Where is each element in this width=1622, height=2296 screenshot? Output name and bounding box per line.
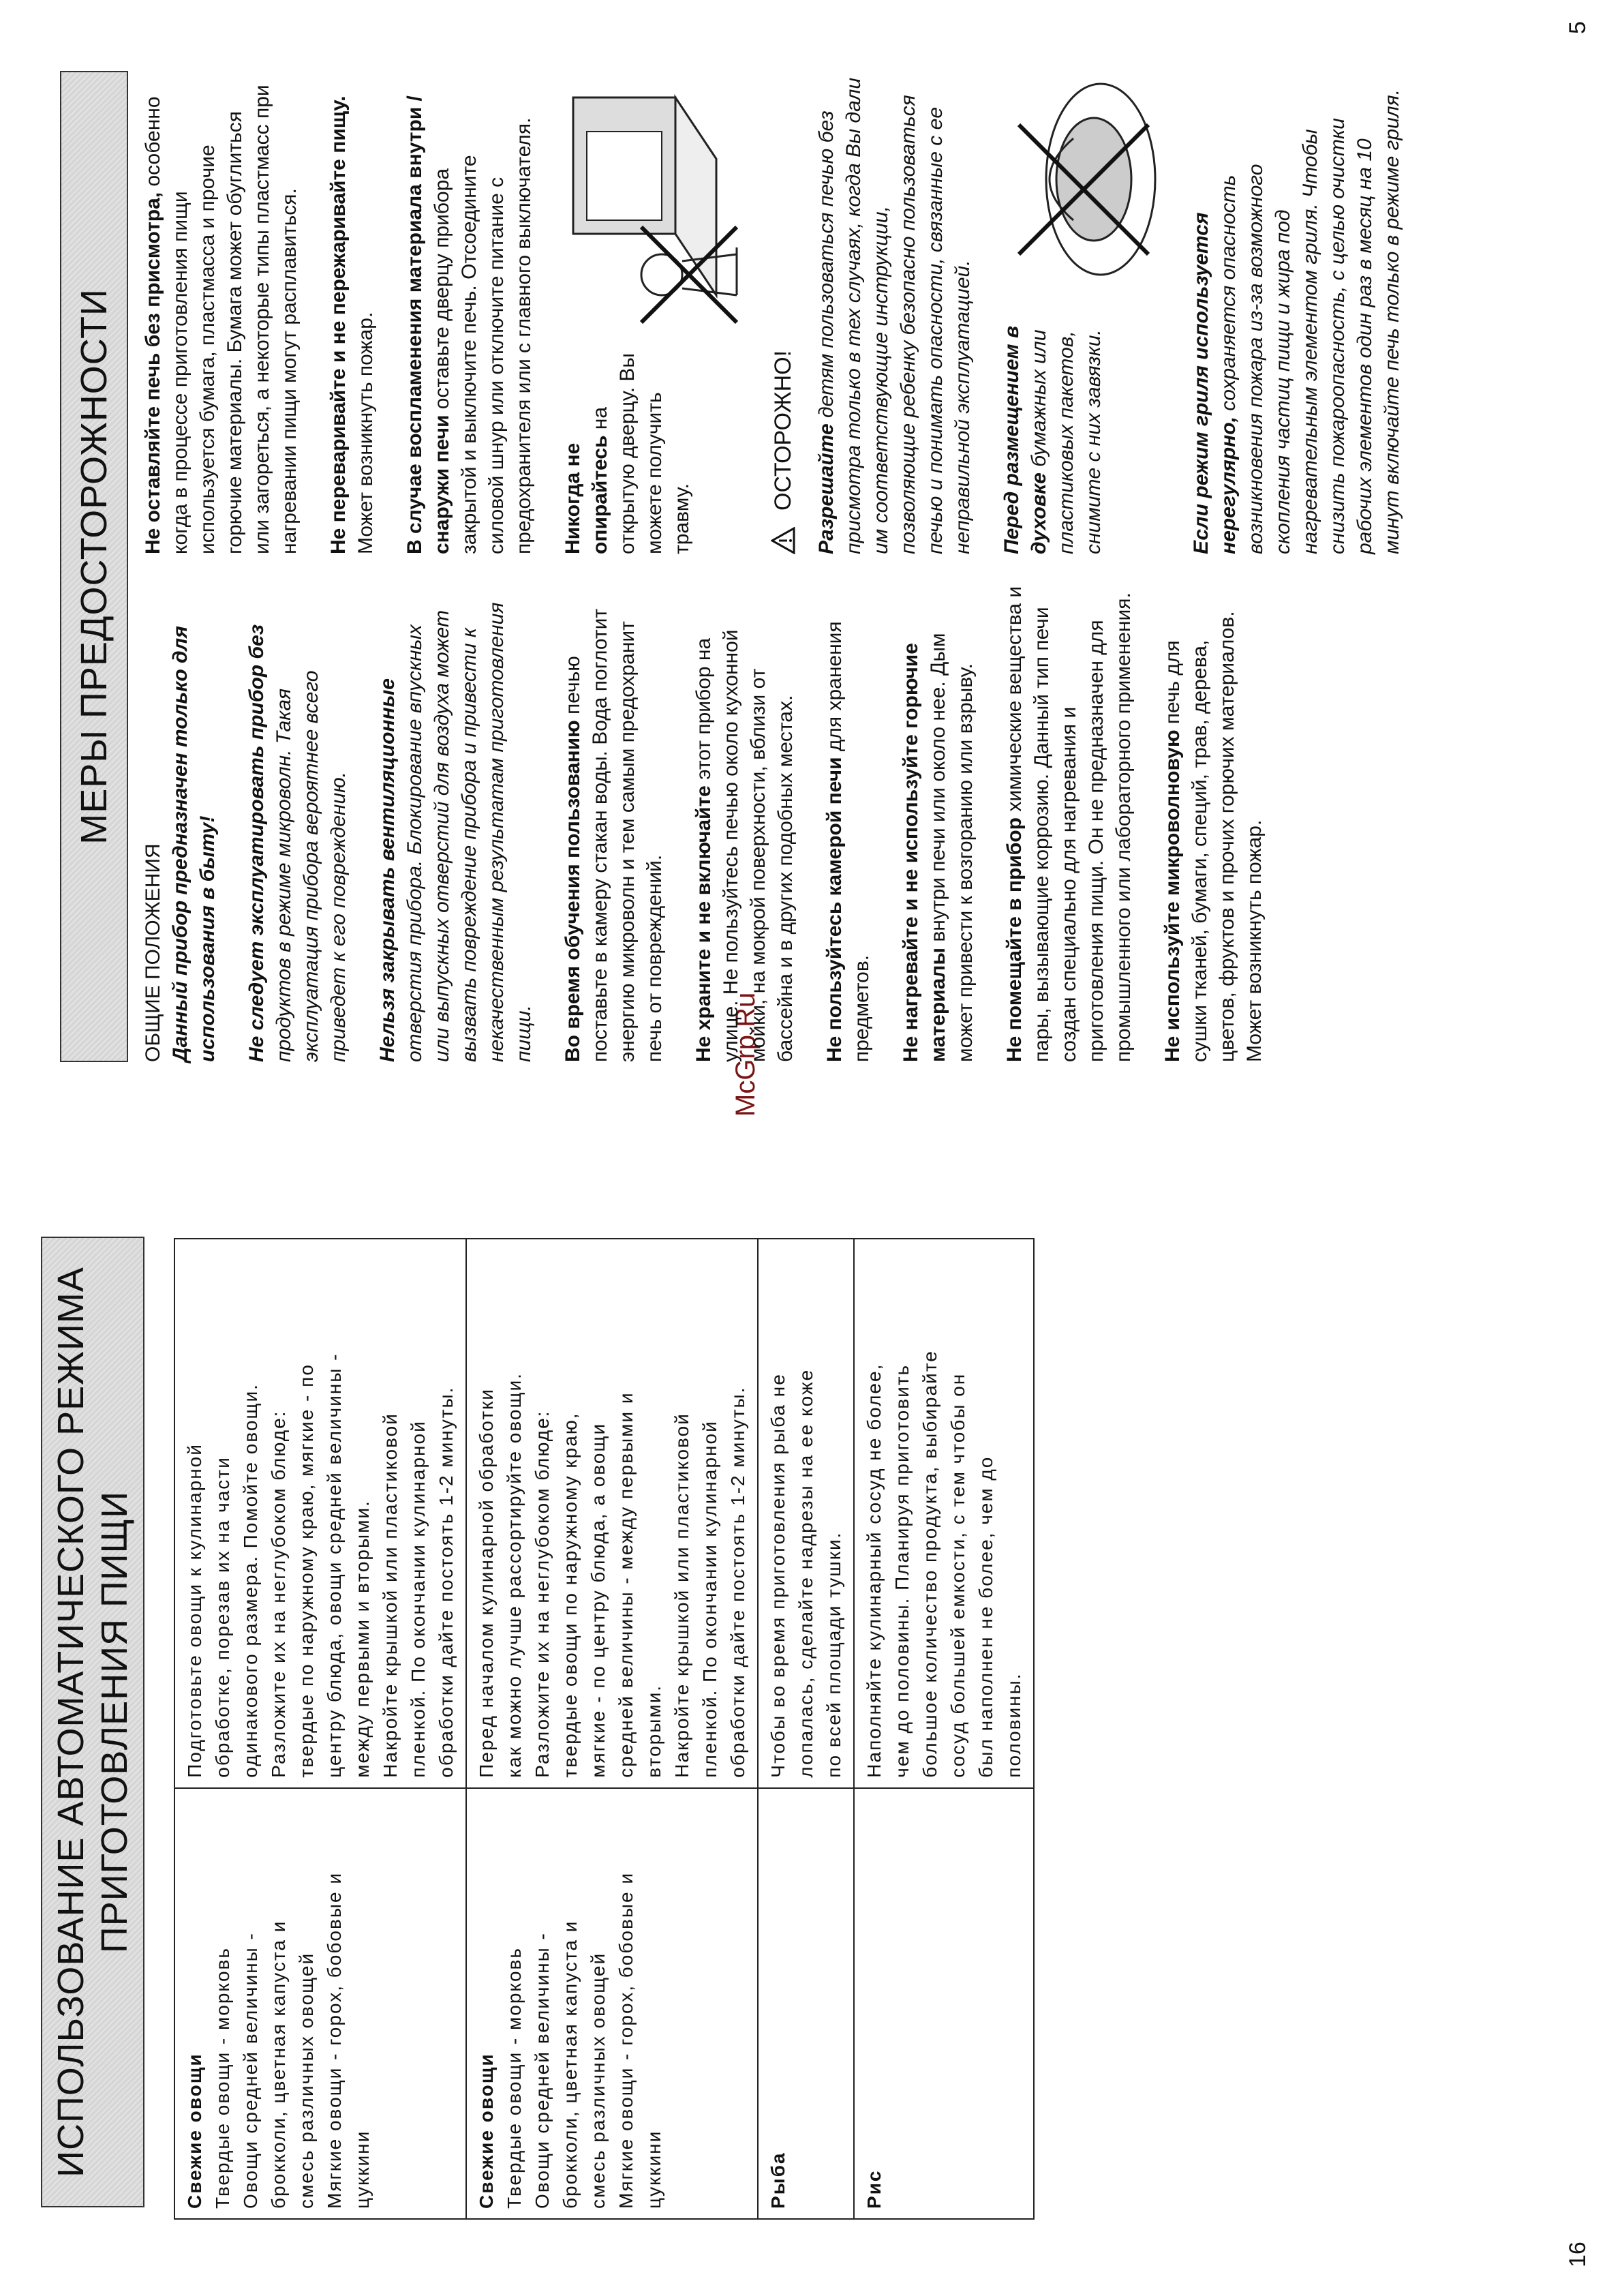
method-line: большое количество продукта, выбирайте [919, 1350, 940, 1778]
method-line: между первыми и вторыми. [352, 1500, 373, 1778]
food-line: Твердые овощи - морковь [212, 1946, 233, 2209]
overcook-text: Может возникнуть пожар. [354, 312, 377, 554]
food-line: Овощи средней величины - [532, 1932, 553, 2209]
drying-title: Не используйте микроволновую [1161, 729, 1184, 1062]
page-number-right: 5 [1565, 21, 1591, 34]
method-line: как можно лучше рассортируйте овощи. [504, 1372, 525, 1778]
general-heading: ОБЩИЕ ПОЛОЖЕНИЯ [142, 843, 164, 1062]
food-title: Свежие овощи [476, 2053, 497, 2209]
children-title: Разрешайте [815, 423, 838, 554]
vents-text: отверстия прибора. Блокирование впускных или выпускных отверстий для воздуха может вызвать повреждение прибора и привести к некачественным результатам приготовления пищи. [403, 602, 535, 1062]
outdoor-text: этот прибор на улице. Не пользуйтесь печью около кухонной мойки, на мокрой поверхности, вблизи от бассейна и в других подобных местах. [692, 629, 797, 1062]
method-line: обработки дайте постоять 1-2 минуты. [727, 1386, 748, 1778]
training-title: Во время обучения пользованию [562, 720, 584, 1062]
storage-text: для хранения предметов. [823, 621, 873, 1062]
method-line: обработки дайте постоять 1-2 минуты. [435, 1386, 457, 1778]
flammable-text: внутри печи или около нее. Дым может привести к возгоранию или взрыву. [927, 633, 977, 1062]
precautions-title: МЕРЫ ПРЕДОСТОРОЖНОСТИ [74, 288, 114, 845]
page-number-left: 16 [1565, 2241, 1591, 2267]
precautions-title-band [60, 71, 128, 1062]
method-line: твердые овощи по наружному краю, [560, 1412, 581, 1778]
method-line: Накройте крышкой или пластиковой [380, 1413, 401, 1778]
method-line: Разложите их на неглубоком блюде: [268, 1410, 289, 1778]
watermark: McGrp.Ru [731, 992, 761, 1117]
method-cell [466, 1239, 758, 1788]
caution-triangle-icon [771, 527, 795, 554]
lean-text: на открытую дверцу. Вы можете получить травму. [589, 353, 693, 554]
method-line: одинакового размера. Помойте овощи. [240, 1383, 261, 1778]
drying-text: печь для сушки тканей, бумаги, специй, трав, дерева, цветов, фруктов и прочих горючих материалов. Может возникнуть пожар. [1161, 611, 1266, 1062]
method-line: Чтобы во время приготовления рыба не [767, 1373, 789, 1778]
method-line: пленкой. По окончании кулинарной [699, 1420, 720, 1778]
food-line: брокколи, цветная капуста и [268, 1920, 289, 2209]
auto-cook-table [174, 1238, 1035, 2220]
unattended-text: особенно когда в процессе приготовления пищи используется бумага, пластмасса и прочие горючие материалы. Бумага может обуглиться или загореться, а некоторые типы пластмасс при нагревании пищи могут расплавиться. [142, 85, 301, 554]
household-use-note: Данный прибор предназначен только для использования в быту! [169, 626, 219, 1062]
method-cell [174, 1239, 466, 1788]
food-cell [758, 1788, 854, 2219]
method-line: вторыми. [643, 1684, 664, 1778]
method-line: был наполнен не более, чем до [975, 1455, 996, 1778]
fire-title: В случае воспламенения материала внутри / снаружи печи [403, 95, 453, 554]
food-cell [174, 1788, 466, 2219]
training-text: печью поставьте в камеру стакан воды. Вода поглотит энергию микроволн и тем самым предохранит печь от повреждений. [562, 608, 666, 1062]
outdoor-title: Не храните и не включайте [692, 785, 715, 1062]
method-line: по всей площади тушки. [823, 1531, 844, 1778]
food-line: брокколи, цветная капуста и [560, 1920, 581, 2209]
vents-title: Нельзя закрывать вентиляционные [376, 678, 399, 1062]
bags-text: бумажных или пластиковых пакетов, снимите с них завязки. [1028, 329, 1105, 554]
food-cell [466, 1788, 758, 2219]
method-line: Разложите их на неглубоком блюде: [532, 1410, 553, 1778]
precautions-column-2 [140, 77, 1428, 554]
method-line: мягкие - по центру блюда, а овощи [587, 1422, 609, 1778]
food-line: Овощи средней величины - [240, 1932, 261, 2209]
method-line: обработке, порезав их на части [212, 1456, 233, 1778]
method-line: Наполняйте кулинарный сосуд не более, [863, 1363, 885, 1778]
method-cell [854, 1239, 1034, 1788]
method-line: средней величины - между первыми и [615, 1391, 637, 1778]
method-line: лопалась, сделайте надрезы на ее коже [795, 1368, 816, 1778]
chicken-on-dish-icon [998, 77, 1169, 295]
table-row [174, 1239, 466, 2219]
bags-title: Перед размещением в духовке [1000, 325, 1050, 554]
grill-text: сохраняется опасность возникновения пожара из-за возможного скопления частиц пищи и жира под нагревательным элементом гриля. Чтобы снизить пожароопасность, с целью очистки рабочих элементов один раз в месяц на 10 минут включайте печь только в режиме гриля. [1217, 89, 1403, 554]
oven-door-warning-icon [560, 84, 750, 336]
table-row [758, 1239, 854, 2219]
food-cell [854, 1788, 1034, 2219]
precautions-column-1 [140, 585, 1290, 1062]
grill-title: Если режим гриля используется нерегулярно, [1190, 212, 1240, 554]
method-line: сосуд большей емкости, с тем чтобы он [947, 1372, 968, 1778]
method-line: Перед началом кулинарной обработки [476, 1388, 497, 1778]
method-cell [758, 1239, 854, 1788]
method-line: Подготовьте овощи к кулинарной [184, 1443, 205, 1778]
food-line: смесь различных овощей [587, 1952, 609, 2209]
food-title: Рыба [767, 2151, 789, 2209]
auto-cook-title-line2: ПРИГОТОВЛЕНИЯ ПИЩИ [94, 1490, 135, 1954]
method-line: твердые по наружному краю, мягкие - по [296, 1363, 317, 1778]
storage-title: Не пользуйтесь камерой печи [823, 757, 846, 1062]
fire-text: оставьте дверцу прибора закрытой и выключите печь. Отсоедините силовой шнур или отключите питание с предохранителя или с главного выключателя. [431, 117, 535, 554]
children-text: детям пользоваться печью без присмотра только в тех случаях, когда Вы дали им соответствующие инструкции, позволяющие ребенку безопасно пользоваться печью и понимать опасности, связанные с ее неправильной эксплуатацией. [815, 77, 974, 554]
food-line: смесь различных овощей [296, 1952, 317, 2209]
food-line: цуккини [643, 2130, 664, 2209]
no-empty-operation-title: Не следует эксплуатировать прибор без [245, 624, 268, 1062]
method-line: чем до половины. Планируя приготовить [891, 1363, 913, 1778]
lean-title: Никогда не опирайтесь [562, 435, 611, 554]
food-line: Мягкие овощи - горох, бобовые и [324, 1872, 345, 2209]
unattended-title: Не оставляйте печь без присмотра, [142, 192, 164, 554]
table-row [466, 1239, 758, 2219]
auto-cook-title-band [41, 1237, 144, 2207]
auto-cook-title-line1: ИСПОЛЬЗОВАНИЕ АВТОМАТИЧЕСКОГО РЕЖИМА [50, 1267, 91, 2177]
food-line: цуккини [352, 2130, 373, 2209]
caution-label: ОСТОРОЖНО! [770, 350, 796, 511]
method-line: пленкой. По окончании кулинарной [408, 1420, 429, 1778]
method-line: Накройте крышкой или пластиковой [671, 1413, 692, 1778]
food-line: Твердые овощи - морковь [504, 1946, 525, 2209]
no-empty-operation-text: продуктов в режиме микроволн. Такая эксплуатация прибора вероятнее всего приведет к его повреждению. [273, 670, 350, 1062]
food-title: Свежие овощи [184, 2053, 205, 2209]
overcook-title: Не переваривайте и не пережаривайте пищу. [327, 95, 350, 554]
food-title: Рис [863, 2169, 885, 2209]
food-line: Мягкие овощи - горох, бобовые и [615, 1872, 637, 2209]
method-line: половины. [1003, 1672, 1024, 1778]
table-row [854, 1239, 1034, 2219]
chemicals-text: химические вещества и пары, вызывающие коррозию. Данный тип печи создан специально для нагревания и приготовления пищи. Он не предназначен для промышленного или лабораторного применения. [1003, 586, 1135, 1062]
chemicals-title: Не помещайте в прибор [1003, 817, 1026, 1062]
flammable-title: Не нагревайте и не используйте горючие материалы [900, 643, 949, 1062]
method-line: центру блюда, овощи средней величины - [324, 1353, 345, 1778]
